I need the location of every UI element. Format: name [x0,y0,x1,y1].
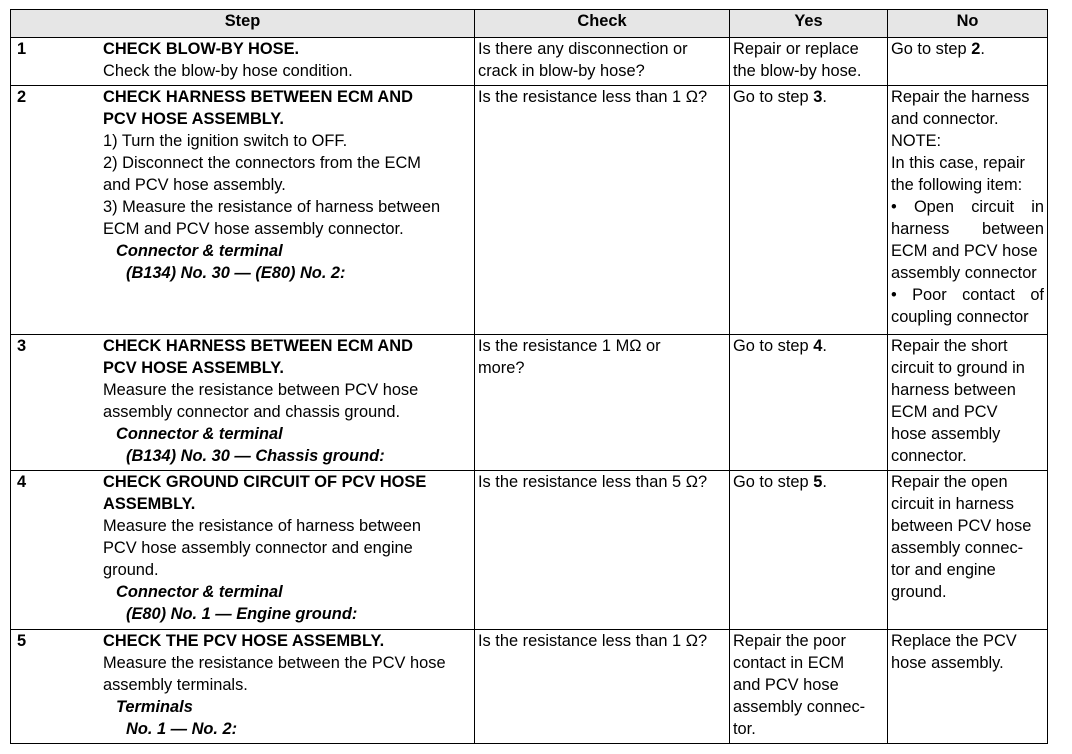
no-line: circuit to ground in [891,358,1025,377]
step-body-line: ground. [103,561,159,580]
step-title-line: CHECK HARNESS BETWEEN ECM AND [103,88,413,107]
header-step: Step [11,10,475,38]
goto-step-ref: 4 [813,336,823,355]
bullet-line: coupling connector [891,308,1029,327]
connector-terminal-label: Connector & terminal [116,424,283,443]
no-line: Repair the short [891,336,1008,355]
diagnostic-table [10,9,1048,744]
yes-line: tor. [733,719,756,738]
goto-step-ref: 2 [971,40,981,58]
no-line: Repair the harness [891,88,1030,107]
yes-cell [730,334,888,470]
no-line: ground. [891,583,947,602]
step-body-line: ECM and PCV hose assembly connector. [103,220,404,239]
step-number: 4 [17,473,27,492]
terminals-label: Terminals [116,697,193,716]
step-cell [11,334,475,470]
check-line: more? [478,358,525,377]
check-cell [475,471,730,629]
check-line: Is there any disconnection or [478,40,688,58]
step-title-line: CHECK BLOW-BY HOSE. [103,40,300,58]
step-title-line: CHECK GROUND CIRCUIT OF PCV HOSE [103,473,427,492]
yes-cell [730,86,888,335]
header-yes: Yes [730,10,888,38]
no-cell [888,471,1048,629]
yes-cell [730,629,888,743]
goto-prefix: Go to step [733,88,814,107]
table-row [11,471,1048,629]
check-line: Is the resistance less than 1 Ω? [478,88,708,107]
connector-terminal-value: (E80) No. 1 — Engine ground: [126,605,358,624]
bullet-line: ECM and PCV hose [891,242,1038,261]
goto-suffix: . [822,473,827,492]
terminals-value: No. 1 — No. 2: [126,719,238,738]
step-body-line: assembly connector and chassis ground. [103,402,401,421]
no-line: assembly connec- [891,539,1024,558]
no-cell [888,334,1048,470]
connector-terminal-value: (B134) No. 30 — Chassis ground: [126,446,385,465]
yes-line [733,471,884,493]
check-line: Is the resistance less than 5 Ω? [478,473,708,492]
yes-line [733,335,884,357]
goto-prefix: Go to step [733,336,814,355]
goto-step-ref: 5 [813,473,823,492]
bullet-line: assembly connector [891,264,1037,283]
yes-line: contact in ECM [733,653,845,672]
yes-cell [730,471,888,629]
bullet-line: harness between [891,220,1044,239]
no-cell [888,86,1048,335]
header-row [11,10,1048,38]
step-cell [11,629,475,743]
yes-line: assembly connec- [733,697,866,716]
note-label: NOTE: [891,132,942,151]
no-line: hose assembly. [891,653,1004,672]
no-line: Repair the open [891,473,1008,492]
bullet-line: • Poor contact of [891,286,1044,305]
check-line: Is the resistance less than 1 Ω? [478,631,708,650]
check-cell [475,334,730,470]
step-title-line: CHECK THE PCV HOSE ASSEMBLY. [103,631,385,650]
no-line: and connector. [891,110,999,129]
step-cell [11,471,475,629]
table-row [11,334,1048,470]
goto-prefix: Go to step [733,473,814,492]
no-cell [888,38,1048,86]
header-no: No [888,10,1048,38]
bullet-line: • Open circuit in [891,198,1044,217]
no-line: Replace the PCV [891,631,1017,650]
step-number: 2 [17,88,27,107]
no-line: circuit in harness [891,495,1014,514]
goto-suffix: . [822,336,827,355]
no-line: tor and engine [891,561,996,580]
header-check: Check [475,10,730,38]
step-body-line: 1) Turn the ignition switch to OFF. [103,132,348,151]
no-line: between PCV hose [891,517,1032,536]
no-line: hose assembly [891,424,1001,443]
check-cell [475,38,730,86]
connector-terminal-label: Connector & terminal [116,242,283,261]
goto-step-ref: 3 [813,88,823,107]
table-row [11,86,1048,335]
step-cell [11,38,475,86]
step-body-line: PCV hose assembly connector and engine [103,539,413,558]
yes-line [733,86,884,108]
no-cell [888,629,1048,743]
step-body-line: Measure the resistance between PCV hose [103,380,419,399]
yes-line: Repair or replace [733,40,859,58]
connector-terminal-value: (B134) No. 30 — (E80) No. 2: [126,264,346,283]
step-cell [11,86,475,335]
step-body-line: Measure the resistance between the PCV hose [103,653,446,672]
step-title-line: CHECK HARNESS BETWEEN ECM AND [103,336,413,355]
step-number: 3 [17,336,27,355]
step-body-line: 2) Disconnect the connectors from the ECM [103,154,421,173]
step-title-line: PCV HOSE ASSEMBLY. [103,358,284,377]
no-line: connector. [891,446,967,465]
step-title-line: ASSEMBLY. [103,495,196,514]
check-cell [475,86,730,335]
no-line: harness between [891,380,1016,399]
table-row [11,38,1048,86]
step-number: 5 [17,631,27,650]
step-body-line: Measure the resistance of harness between [103,517,421,536]
step-body-line: 3) Measure the resistance of harness between [103,198,441,217]
check-line: Is the resistance 1 MΩ or [478,336,661,355]
table-row [11,629,1048,743]
step-body-line: Check the blow-by hose condition. [103,62,353,80]
goto-suffix: . [980,40,985,58]
connector-terminal-label: Connector & terminal [116,583,283,602]
check-cell [475,629,730,743]
yes-cell [730,38,888,86]
yes-line: the blow-by hose. [733,62,862,80]
yes-line: and PCV hose [733,675,839,694]
yes-line: Repair the poor [733,631,846,650]
no-line: In this case, repair [891,154,1025,173]
no-line [891,38,1044,60]
check-line: crack in blow-by hose? [478,62,645,80]
step-body-line: assembly terminals. [103,675,248,694]
goto-prefix: Go to step [891,40,972,58]
step-body-line: and PCV hose assembly. [103,176,286,195]
goto-suffix: . [822,88,827,107]
no-line: ECM and PCV [891,402,998,421]
step-title-line: PCV HOSE ASSEMBLY. [103,110,284,129]
step-number: 1 [17,40,27,58]
no-line: the following item: [891,176,1023,195]
